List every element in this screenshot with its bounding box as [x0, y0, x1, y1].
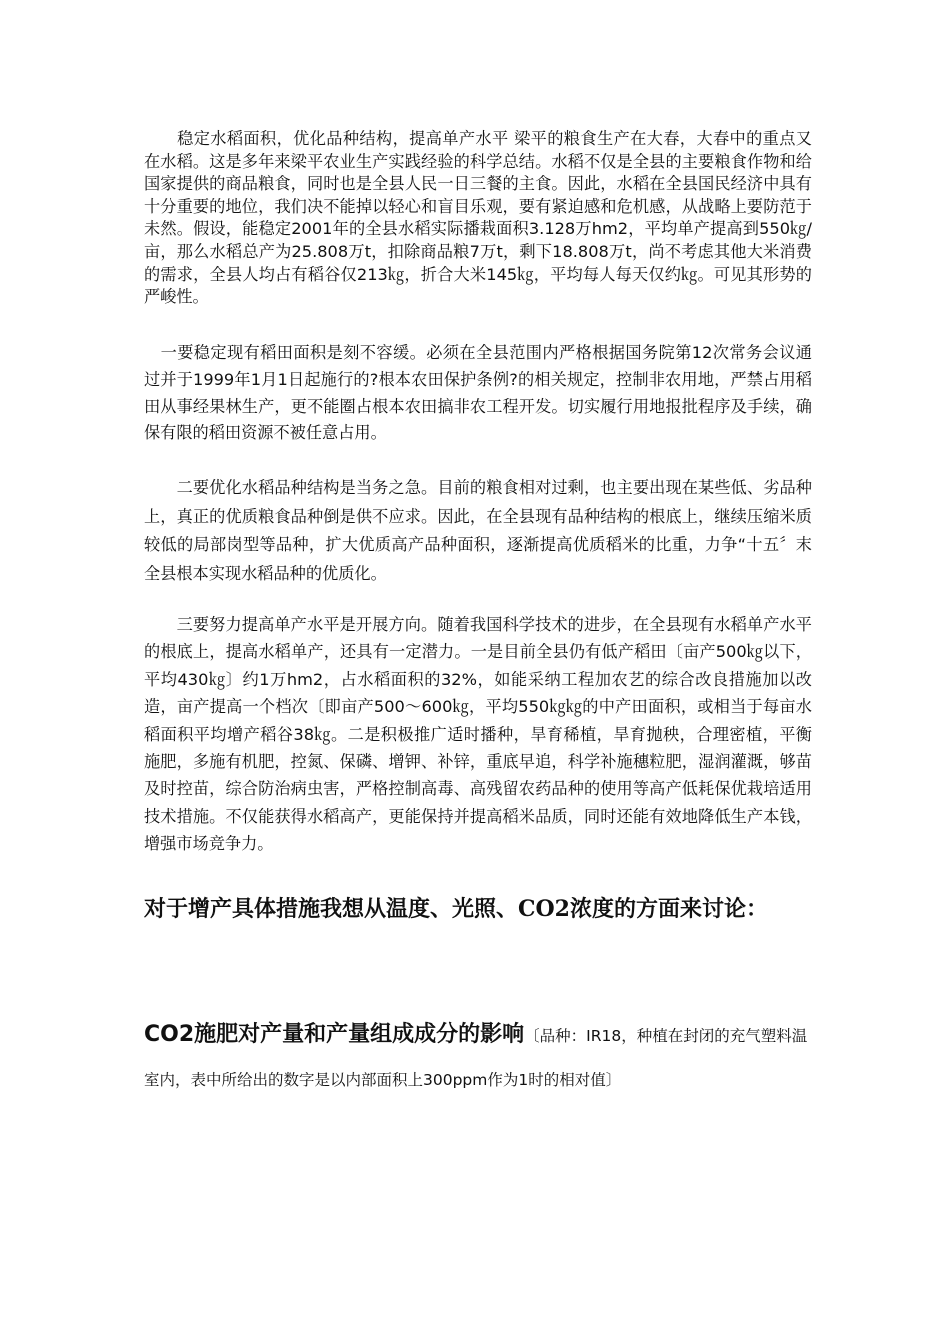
paragraph-raise-yield: 三要努力提高单产水平是开展方向。随着我国科学技术的进步，在全县现有水稻单产水平的根底上，提高水稻单产，还具有一定潜力。一是目前全县仍有低产稻田〔亩产500㎏以下，平均430㎏〕约1万hm2，占水稻面积的32%，如能采纳工程加农艺的综合改良措施加以改造，亩产提高一个档次〔即亩产500～600㎏，平均550㎏㎏的中产田面积，或相当于每亩水稻面积平均增产稻谷38㎏。二是积极推广适时播种，旱育稀植，旱育抛秧，合理密植，平衡施肥，多施有机肥，控氮、保磷、增钾、补锌，重底早追，科学补施穗粒肥，湿润灌溉，够苗及时控苗，综合防治病虫害，严格控制高毒、高残留农药品种的使用等高产低耗保优栽培适用技术措施。不仅能获得水稻高产，更能保持并提高稻米品质，同时还能有效地降低生产本钱，增强市场竞争力。: [144, 615, 812, 854]
subsection-title: CO2施肥对产量和产量组成成分的影响: [144, 1022, 525, 1047]
paragraph-optimize-varieties: 二要优化水稻品种结构是当务之急。目前的粮食相对过剩，也主要出现在某些低、劣品种上，真正的优质粮食品种倒是供不应求。因此，在全县现有品种结构的根底上，继续压缩米质较低的局部岗型等品种，扩大优质高产品种面积，逐渐提高优质稻米的比重，力争“十五〞末全县根本实现水稻品种的优质化。: [144, 478, 812, 583]
subsection-note: 〔品种：IR18，种植在封闭的充气塑料温室内，表中所给出的数字是以内部面积上300ppm作为1时的相对值〕: [144, 1027, 808, 1089]
section-heading: 对于增产具体措施我想从温度、光照、CO2浓度的方面来讨论：: [144, 896, 768, 922]
subsection-heading: [144, 1013, 812, 1102]
paragraph-stabilize-fields: 一要稳定现有稻田面积是刻不容缓。必须在全县范围内严格根据国务院第12次常务会议通过并于1999年1月1日起施行的?根本农田保护条例?的相关规定，控制非农用地，严禁占用稻田从事经果林生产，更不能圈占根本农田搞非农工程开发。切实履行用地报批程序及手续，确保有限的稻田资源不被任意占用。: [144, 343, 812, 443]
paragraph-rice-area: 稳定水稻面积，优化品种结构，提高单产水平 梁平的粮食生产在大春，大春中的重点又在水稻。这是多年来梁平农业生产实践经验的科学总结。水稻不仅是全县的主要粮食作物和给国家提供的商品粮食，同时也是全县人民一日三餐的主食。因此，水稻在全县国民经济中具有十分重要的地位，我们决不能掉以轻心和盲目乐观，要有紧迫感和危机感，从战略上要防范于未然。假设，能稳定2001年的全县水稻实际播栽面积3.128万hm2，平均单产提高到550㎏/亩，那么水稻总产为25.808万t，扣除商品粮7万t，剩下18.808万t，尚不考虑其他大米消费的需求，全县人均占有稻谷仅213㎏，折合大米145㎏，平均每人每天仅约㎏。可见其形势的严峻性。: [144, 129, 812, 307]
